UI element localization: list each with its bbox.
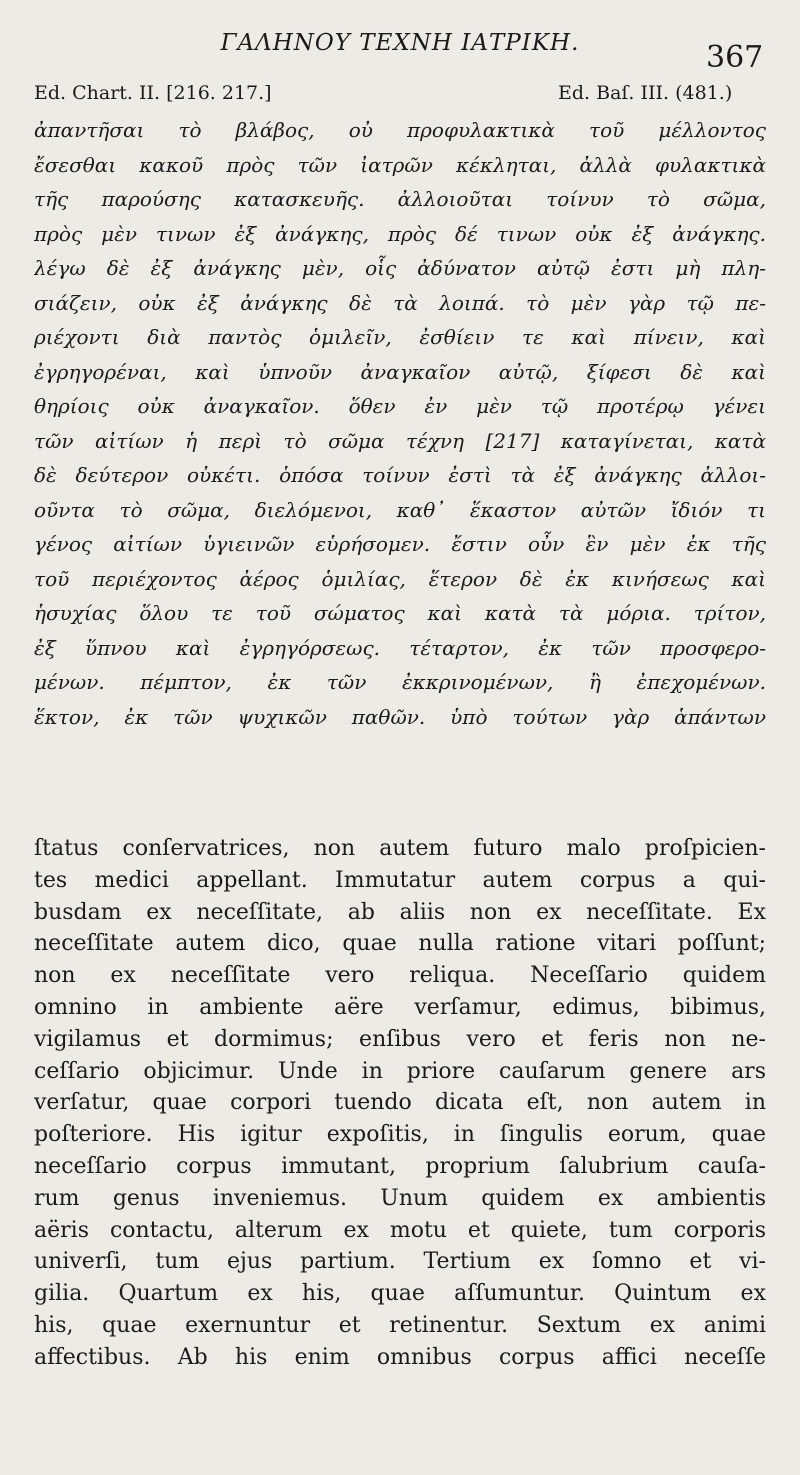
latin-text-line: non ex neceſſitate vero reliqua. Neceſſario quidem bbox=[34, 963, 766, 989]
latin-text-line: verſatur, quae corpori tuendo dicata eſt, non autem in bbox=[34, 1090, 766, 1116]
latin-text-line: his, quae exernuntur et retinentur. Sextum ex animi bbox=[34, 1312, 766, 1338]
latin-text-line: univerſi, tum ejus partium. Tertium ex ſomno et vi- bbox=[34, 1249, 766, 1275]
latin-text-line: vigilamus et dormimus; enſibus vero et feris non ne- bbox=[34, 1026, 766, 1052]
greek-text-line: δὲ δεύτερον οὐκέτι. ὁπόσα τοίνυν ἐστὶ τὰ ἐξ ἀνάγκης ἀλλοι- bbox=[34, 463, 766, 487]
greek-text-line: οῦντα τὸ σῶμα, διελόμενοι, καθ᾿ ἕκαστον αὐτῶν ἴδιόν τι bbox=[34, 497, 766, 522]
latin-text-line: aëris contactu, alterum ex motu et quiete, tum corporis bbox=[34, 1217, 766, 1243]
greek-text-line: πρὸς μὲν τινων ἐξ ἀνάγκης, πρὸς δέ τινων οὐκ ἐξ ἀνάγκης. bbox=[34, 221, 766, 246]
greek-text-line: ἔσεσθαι κακοῦ πρὸς τῶν ἰατρῶν κέκληται, ἀλλὰ φυλακτικὰ bbox=[34, 152, 766, 177]
latin-text-line: neceſſitate autem dico, quae nulla ratione vitari poſſunt; bbox=[34, 931, 766, 957]
latin-text-line: rum genus inveniemus. Unum quidem ex ambientis bbox=[34, 1185, 766, 1211]
greek-text-line: γένος αἰτίων ὑγιεινῶν εὑρήσομεν. ἔστιν οὖν ἓν μὲν ἐκ τῆς bbox=[34, 532, 766, 556]
greek-text-line: σιάζειν, οὐκ ἐξ ἀνάγκης δὲ τὰ λοιπά. τὸ μὲν γὰρ τῷ πε- bbox=[34, 290, 766, 315]
latin-text-line: affectibus. Ab his enim omnibus corpus affici neceſſe bbox=[34, 1344, 766, 1370]
latin-text-line: busdam ex neceſſitate, ab aliis non ex neceſſitate. Ex bbox=[34, 899, 766, 925]
edition-reference-left: Ed. Chart. II. [216. 217.] bbox=[34, 82, 272, 104]
edition-reference-right: Ed. Baſ. III. (481.) bbox=[558, 82, 733, 104]
page-number: 367 bbox=[706, 40, 764, 75]
latin-text-line: gilia. Quartum ex his, quae aſſumuntur. Quintum ex bbox=[34, 1281, 766, 1307]
greek-text-line: τῆς παρούσης κατασκευῆς. ἀλλοιοῦται τοίνυν τὸ σῶμα, bbox=[34, 187, 766, 211]
greek-text-line: τῶν αἰτίων ἡ περὶ τὸ σῶμα τέχνη [217] καταγίνεται, κατὰ bbox=[34, 428, 766, 453]
greek-text-line: ἐγρηγορέναι, καὶ ὑπνοῦν ἀναγκαῖον αὐτῷ, ξίφεσι δὲ καὶ bbox=[34, 359, 766, 384]
greek-text-line: λέγω δὲ ἐξ ἀνάγκης μὲν, οἷς ἀδύνατον αὐτῷ ἐστι μὴ πλη- bbox=[34, 256, 766, 280]
greek-text-block bbox=[34, 113, 766, 734]
greek-text-line: ἕκτον, ἐκ τῶν ψυχικῶν παθῶν. ὑπὸ τούτων γὰρ ἁπάντων bbox=[34, 704, 766, 729]
greek-text-line: ριέχοντι διὰ παντὸς ὁμιλεῖν, ἐσθίειν τε καὶ πίνειν, καὶ bbox=[34, 325, 766, 349]
greek-text-line: ἡσυχίας ὅλου τε τοῦ σώματος καὶ κατὰ τὰ μόρια. τρίτον, bbox=[34, 601, 766, 625]
greek-text-line: ἐξ ὕπνου καὶ ἐγρηγόρσεως. τέταρτον, ἐκ τῶν προσφερο- bbox=[34, 635, 766, 660]
latin-text-line: omnino in ambiente aëre verſamur, edimus, bibimus, bbox=[34, 994, 766, 1020]
latin-text-line: neceſſario corpus immutant, proprium ſalubrium cauſa- bbox=[34, 1153, 766, 1179]
latin-text-line: tes medici appellant. Immutatur autem corpus a qui- bbox=[34, 867, 766, 893]
latin-text-line: poſteriore. His igitur expoſitis, in ſingulis eorum, quae bbox=[34, 1122, 766, 1148]
greek-text-line: τοῦ περιέχοντος ἀέρος ὁμιλίας, ἕτερον δὲ ἐκ κινήσεως καὶ bbox=[34, 566, 766, 591]
greek-text-line: θηρίοις οὐκ ἀναγκαῖον. ὅθεν ἐν μὲν τῷ προτέρῳ γένει bbox=[34, 394, 766, 418]
latin-text-block bbox=[34, 833, 766, 1374]
greek-text-line: μένων. πέμπτον, ἐκ τῶν ἐκκρινομένων, ἢ ἐπεχομένων. bbox=[34, 670, 766, 694]
latin-text-line: ceſſario objicimur. Unde in priore cauſarum genere ars bbox=[34, 1058, 766, 1084]
greek-text-line: ἀπαντῆσαι τὸ βλάβος, οὐ προφυλακτικὰ τοῦ μέλλοντος bbox=[34, 118, 766, 142]
latin-text-line: ſtatus conſervatrices, non autem futuro malo proſpicien- bbox=[34, 836, 766, 861]
running-title: ΓΑΛΗΝΟΥ ΤΕΧΝΗ ΙΑΤΡΙΚΗ. bbox=[220, 30, 580, 56]
